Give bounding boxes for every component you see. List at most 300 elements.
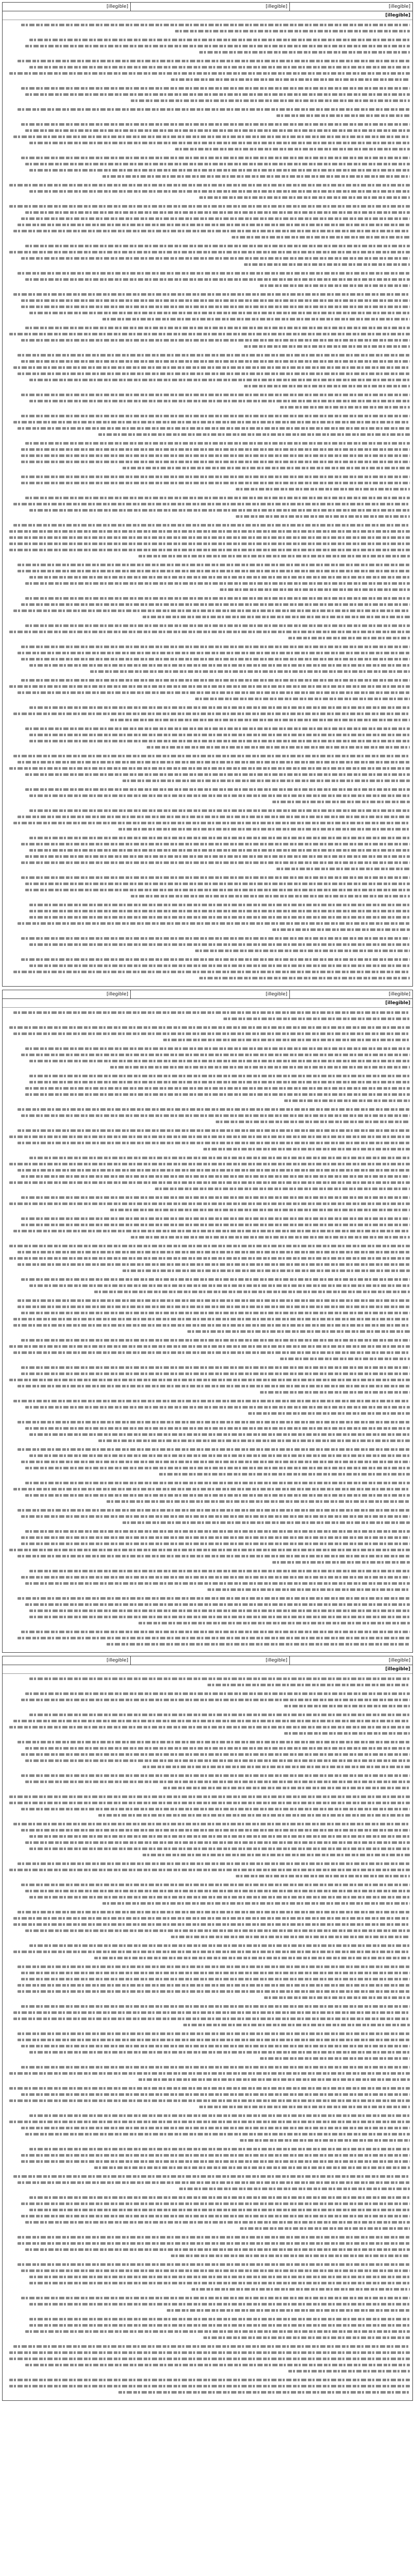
text-line-placeholder [5, 1471, 410, 1477]
text-line-placeholder [5, 826, 410, 832]
text-line-placeholder [5, 568, 410, 574]
text-line-placeholder [5, 2225, 410, 2231]
text-line-placeholder [5, 677, 410, 683]
text-line-placeholder [5, 553, 410, 559]
text-line-placeholder [5, 459, 410, 465]
text-line-placeholder [5, 580, 410, 586]
text-line-placeholder [5, 753, 410, 759]
text-line-placeholder [5, 2261, 410, 2267]
text-line-placeholder [5, 1574, 410, 1580]
text-line-placeholder [5, 1785, 410, 1791]
text-line-placeholder [5, 1534, 410, 1540]
notice-header-cell: [illegible] [106, 992, 128, 997]
text-line-placeholder [5, 1559, 410, 1565]
text-line-placeholder [5, 1718, 410, 1724]
text-line-placeholder [5, 522, 410, 528]
illegible-text-block [5, 1675, 410, 2398]
text-line-placeholder [5, 866, 410, 872]
text-line-placeholder [5, 1586, 410, 1592]
text-line-placeholder [5, 1513, 410, 1519]
text-line-placeholder [5, 446, 410, 452]
text-line-placeholder [5, 586, 410, 592]
text-line-placeholder [5, 902, 410, 908]
text-line-placeholder [5, 377, 410, 383]
text-line-placeholder [5, 859, 410, 866]
text-line-placeholder [5, 2219, 410, 2225]
text-line-placeholder [5, 629, 410, 635]
notice-header-cell: [illegible] [289, 990, 412, 998]
text-line-placeholder [5, 1806, 410, 1812]
text-line-placeholder [5, 49, 410, 55]
text-line-placeholder [5, 2368, 410, 2374]
text-line-placeholder [5, 947, 410, 954]
text-line-placeholder [5, 2301, 410, 2307]
text-line-placeholder [5, 316, 410, 322]
text-line-placeholder [5, 121, 410, 127]
text-line-placeholder [5, 2125, 410, 2131]
text-line-placeholder [5, 404, 410, 410]
text-line-placeholder [5, 656, 410, 662]
text-line-placeholder [5, 1052, 410, 1058]
text-line-placeholder [5, 614, 410, 620]
text-line-placeholder [5, 1328, 410, 1334]
text-line-placeholder [5, 650, 410, 656]
text-line-placeholder [5, 452, 410, 459]
text-line-placeholder [5, 1459, 410, 1465]
text-line-placeholder [5, 935, 410, 941]
text-line-placeholder [5, 1045, 410, 1052]
text-line-placeholder [5, 182, 410, 188]
notice-header-cell: [illegible] [106, 4, 128, 9]
text-line-placeholder [5, 920, 410, 926]
text-line-placeholder [5, 1568, 410, 1574]
text-line-placeholder [5, 2104, 410, 2110]
text-line-placeholder [5, 194, 410, 200]
text-line-placeholder [5, 1349, 410, 1355]
text-line-placeholder [5, 1127, 410, 1133]
text-line-placeholder [5, 303, 410, 310]
text-line-placeholder [5, 1942, 410, 1948]
text-line-placeholder [5, 1703, 410, 1709]
text-line-placeholder [5, 243, 410, 249]
text-line-placeholder [5, 91, 410, 97]
text-line-placeholder [5, 1927, 410, 1934]
text-line-placeholder [5, 173, 410, 179]
notice-body [3, 20, 412, 986]
text-line-placeholder [5, 1222, 410, 1228]
text-line-placeholder [5, 64, 410, 70]
text-line-placeholder [5, 392, 410, 398]
text-line-placeholder [5, 2286, 410, 2292]
text-line-placeholder [5, 1161, 410, 1167]
text-line-placeholder [5, 1058, 410, 1064]
text-line-placeholder [5, 941, 410, 947]
text-line-placeholder [5, 486, 410, 492]
text-line-placeholder [5, 1383, 410, 1389]
text-line-placeholder [5, 1690, 410, 1697]
text-line-placeholder [5, 1249, 410, 1255]
text-line-placeholder [5, 2194, 410, 2200]
text-line-placeholder [5, 2389, 410, 2395]
text-line-placeholder [5, 1745, 410, 1751]
text-line-placeholder [5, 595, 410, 601]
text-line-placeholder [5, 2240, 410, 2246]
text-line-placeholder [5, 1888, 410, 1894]
text-line-placeholder [5, 2377, 410, 2383]
text-line-placeholder [5, 2200, 410, 2207]
text-line-placeholder [5, 1498, 410, 1504]
text-line-placeholder [5, 1228, 410, 1234]
text-line-placeholder [5, 689, 410, 696]
text-line-placeholder [5, 1629, 410, 1635]
text-line-placeholder [5, 1364, 410, 1370]
text-line-placeholder [5, 370, 410, 377]
text-line-placeholder [5, 880, 410, 887]
text-line-placeholder [5, 276, 410, 282]
text-line-placeholder [5, 1009, 410, 1015]
text-line-placeholder [5, 291, 410, 297]
text-line-placeholder [5, 956, 410, 962]
notice-body [3, 1008, 412, 1652]
text-line-placeholder [5, 2091, 410, 2097]
text-line-placeholder [5, 1118, 410, 1125]
text-line-placeholder [5, 1724, 410, 1730]
text-line-placeholder [5, 765, 410, 771]
text-line-placeholder [5, 1015, 410, 1022]
text-line-placeholder [5, 1751, 410, 1757]
text-line-placeholder [5, 1276, 410, 1282]
text-line-placeholder [5, 2070, 410, 2076]
legal-notice-3 [2, 1656, 413, 2401]
text-line-placeholder [5, 1030, 410, 1037]
text-line-placeholder [5, 1711, 410, 1718]
text-line-placeholder [5, 893, 410, 899]
text-line-placeholder [5, 1955, 410, 1961]
text-line-placeholder [5, 1970, 410, 1976]
text-line-placeholder [5, 926, 410, 933]
text-line-placeholder [5, 2362, 410, 2368]
text-line-placeholder [5, 1452, 410, 1459]
text-line-placeholder [5, 975, 410, 981]
text-line-placeholder [5, 1900, 410, 1906]
text-line-placeholder [5, 2158, 410, 2164]
text-line-placeholder [5, 1337, 410, 1343]
text-line-placeholder [5, 1827, 410, 1833]
text-line-placeholder [5, 1839, 410, 1845]
text-line-placeholder [5, 22, 410, 28]
text-line-placeholder [5, 2152, 410, 2158]
text-line-placeholder [5, 962, 410, 969]
text-line-placeholder [5, 28, 410, 34]
text-line-placeholder [5, 744, 410, 750]
text-line-placeholder [5, 249, 410, 255]
text-line-placeholder [5, 1234, 410, 1240]
text-line-placeholder [5, 209, 410, 215]
text-line-placeholder [5, 607, 410, 614]
text-line-placeholder [5, 1988, 410, 1994]
text-line-placeholder [5, 1757, 410, 1764]
text-line-placeholder [5, 696, 410, 702]
text-line-placeholder [5, 507, 410, 513]
notice-subject: [illegible] [3, 11, 412, 20]
text-line-placeholder [5, 1607, 410, 1614]
text-line-placeholder [5, 140, 410, 146]
text-line-placeholder [5, 133, 410, 140]
text-line-placeholder [5, 1778, 410, 1785]
text-line-placeholder [5, 106, 410, 112]
text-line-placeholder [5, 58, 410, 64]
text-line-placeholder [5, 1948, 410, 1955]
text-line-placeholder [5, 2307, 410, 2313]
text-line-placeholder [5, 1146, 410, 1152]
text-line-placeholder [5, 1410, 410, 1416]
text-line-placeholder [5, 635, 410, 641]
text-line-placeholder [5, 85, 410, 91]
text-line-placeholder [5, 364, 410, 370]
text-line-placeholder [5, 2112, 410, 2119]
text-line-placeholder [5, 2280, 410, 2286]
text-line-placeholder [5, 2252, 410, 2259]
text-line-placeholder [5, 282, 410, 289]
text-line-placeholder [5, 1845, 410, 1852]
text-line-placeholder [5, 2328, 410, 2334]
text-line-placeholder [5, 1894, 410, 1900]
text-line-placeholder [5, 704, 410, 710]
text-line-placeholder [5, 683, 410, 689]
text-line-placeholder [5, 2085, 410, 2091]
text-line-placeholder [5, 2179, 410, 2185]
paragraph-gap [5, 1647, 410, 1650]
paragraph-gap [5, 2395, 410, 2398]
text-line-placeholder [5, 2349, 410, 2355]
text-line-placeholder [5, 2164, 410, 2171]
text-line-placeholder [5, 820, 410, 826]
text-line-placeholder [5, 841, 410, 847]
text-line-placeholder [5, 1377, 410, 1383]
text-line-placeholder [5, 1492, 410, 1498]
illegible-text-block [5, 1009, 410, 1650]
text-line-placeholder [5, 2316, 410, 2322]
text-line-placeholder [5, 1852, 410, 1858]
text-line-placeholder [5, 732, 410, 738]
text-line-placeholder [5, 352, 410, 358]
text-line-placeholder [5, 255, 410, 261]
text-line-placeholder [5, 534, 410, 540]
text-line-placeholder [5, 1079, 410, 1085]
text-line-placeholder [5, 2207, 410, 2213]
text-line-placeholder [5, 2037, 410, 2043]
text-line-placeholder [5, 331, 410, 337]
text-line-placeholder [5, 643, 410, 650]
text-line-placeholder [5, 2055, 410, 2061]
text-line-placeholder [5, 203, 410, 209]
text-line-placeholder [5, 1370, 410, 1377]
text-line-placeholder [5, 1553, 410, 1559]
text-line-placeholder [5, 1194, 410, 1200]
text-line-placeholder [5, 1982, 410, 1988]
text-line-placeholder [5, 1867, 410, 1873]
text-line-placeholder [5, 1243, 410, 1249]
text-line-placeholder [5, 2355, 410, 2362]
text-line-placeholder [5, 2022, 410, 2028]
text-line-placeholder [5, 574, 410, 580]
text-line-placeholder [5, 914, 410, 920]
text-line-placeholder [5, 528, 410, 534]
text-line-placeholder [5, 601, 410, 607]
text-line-placeholder [5, 2009, 410, 2015]
text-line-placeholder [5, 908, 410, 914]
text-line-placeholder [5, 1675, 410, 1682]
text-line-placeholder [5, 1437, 410, 1444]
text-line-placeholder [5, 1355, 410, 1362]
text-line-placeholder [5, 1682, 410, 1688]
text-line-placeholder [5, 398, 410, 404]
text-line-placeholder [5, 792, 410, 799]
text-line-placeholder [5, 2030, 410, 2037]
text-line-placeholder [5, 2383, 410, 2389]
text-line-placeholder [5, 1261, 410, 1267]
text-line-placeholder [5, 161, 410, 167]
notice-header-cell: [illegible] [130, 1656, 289, 1665]
text-line-placeholder [5, 1507, 410, 1513]
text-line-placeholder [5, 807, 410, 814]
text-line-placeholder [5, 1882, 410, 1888]
text-line-placeholder [5, 2015, 410, 2022]
text-line-placeholder [5, 1085, 410, 1091]
text-line-placeholder [5, 297, 410, 303]
text-line-placeholder [5, 668, 410, 674]
text-line-placeholder [5, 622, 410, 629]
text-line-placeholder [5, 547, 410, 553]
text-line-placeholder [5, 167, 410, 173]
text-line-placeholder [5, 1860, 410, 1867]
text-line-placeholder [5, 1303, 410, 1310]
text-line-placeholder [5, 2097, 410, 2104]
notice-header-cell: [illegible] [289, 3, 412, 11]
text-line-placeholder [5, 440, 410, 446]
text-line-placeholder [5, 786, 410, 792]
text-line-placeholder [5, 146, 410, 152]
text-line-placeholder [5, 261, 410, 267]
text-line-placeholder [5, 1037, 410, 1043]
text-line-placeholder [5, 1322, 410, 1328]
text-line-placeholder [5, 1310, 410, 1316]
text-line-placeholder [5, 383, 410, 389]
text-line-placeholder [5, 1547, 410, 1553]
text-line-placeholder [5, 1215, 410, 1222]
text-line-placeholder [5, 1267, 410, 1274]
text-line-placeholder [5, 1730, 410, 1736]
text-line-placeholder [5, 76, 410, 82]
text-line-placeholder [5, 1641, 410, 1647]
text-line-placeholder [5, 343, 410, 349]
text-line-placeholder [5, 325, 410, 331]
text-line-placeholder [5, 1620, 410, 1626]
text-line-placeholder [5, 1595, 410, 1601]
notice-header-cell: [illegible] [106, 1658, 128, 1663]
text-line-placeholder [5, 1297, 410, 1303]
text-line-placeholder [5, 1528, 410, 1534]
text-line-placeholder [5, 662, 410, 668]
text-line-placeholder [5, 710, 410, 717]
text-line-placeholder [5, 1772, 410, 1778]
text-line-placeholder [5, 43, 410, 49]
text-line-placeholder [5, 874, 410, 880]
text-line-placeholder [5, 1398, 410, 1404]
text-line-placeholder [5, 1200, 410, 1207]
text-line-placeholder [5, 228, 410, 234]
text-line-placeholder [5, 2334, 410, 2341]
text-line-placeholder [5, 2119, 410, 2125]
text-line-placeholder [5, 270, 410, 276]
text-line-placeholder [5, 2213, 410, 2219]
text-line-placeholder [5, 1173, 410, 1179]
text-line-placeholder [5, 215, 410, 222]
text-line-placeholder [5, 1167, 410, 1173]
text-line-placeholder [5, 1976, 410, 1982]
text-line-placeholder [5, 725, 410, 732]
text-line-placeholder [5, 814, 410, 820]
text-line-placeholder [5, 70, 410, 76]
text-line-placeholder [5, 2185, 410, 2192]
text-line-placeholder [5, 1024, 410, 1030]
text-line-placeholder [5, 540, 410, 547]
text-line-placeholder [5, 1994, 410, 2001]
text-line-placeholder [5, 1601, 410, 1607]
text-line-placeholder [5, 1614, 410, 1620]
notice-header [3, 3, 412, 11]
text-line-placeholder [5, 2049, 410, 2055]
text-line-placeholder [5, 2146, 410, 2152]
notice-header [3, 990, 412, 999]
notice-subject: [illegible] [3, 999, 412, 1008]
text-line-placeholder [5, 1431, 410, 1437]
text-line-placeholder [5, 1073, 410, 1079]
text-line-placeholder [5, 337, 410, 343]
text-line-placeholder [5, 37, 410, 43]
text-line-placeholder [5, 1697, 410, 1703]
text-line-placeholder [5, 127, 410, 133]
text-line-placeholder [5, 2246, 410, 2252]
text-line-placeholder [5, 419, 410, 425]
text-line-placeholder [5, 222, 410, 228]
text-line-placeholder [5, 2234, 410, 2240]
text-line-placeholder [5, 2137, 410, 2143]
text-line-placeholder [5, 431, 410, 437]
text-line-placeholder [5, 1934, 410, 1940]
text-line-placeholder [5, 1921, 410, 1927]
text-line-placeholder [5, 1091, 410, 1097]
text-line-placeholder [5, 1404, 410, 1410]
text-line-placeholder [5, 2003, 410, 2009]
text-line-placeholder [5, 513, 410, 519]
notice-body [3, 1674, 412, 2400]
text-line-placeholder [5, 2267, 410, 2274]
text-line-placeholder [5, 1289, 410, 1295]
text-line-placeholder [5, 1963, 410, 1970]
text-line-placeholder [5, 2064, 410, 2070]
text-line-placeholder [5, 1915, 410, 1921]
text-line-placeholder [5, 1207, 410, 1213]
text-line-placeholder [5, 473, 410, 480]
text-line-placeholder [5, 759, 410, 765]
text-line-placeholder [5, 188, 410, 194]
paragraph-gap [5, 981, 410, 984]
notice-header [3, 1656, 412, 1665]
text-line-placeholder [5, 1446, 410, 1452]
text-line-placeholder [5, 1739, 410, 1745]
text-line-placeholder [5, 835, 410, 841]
